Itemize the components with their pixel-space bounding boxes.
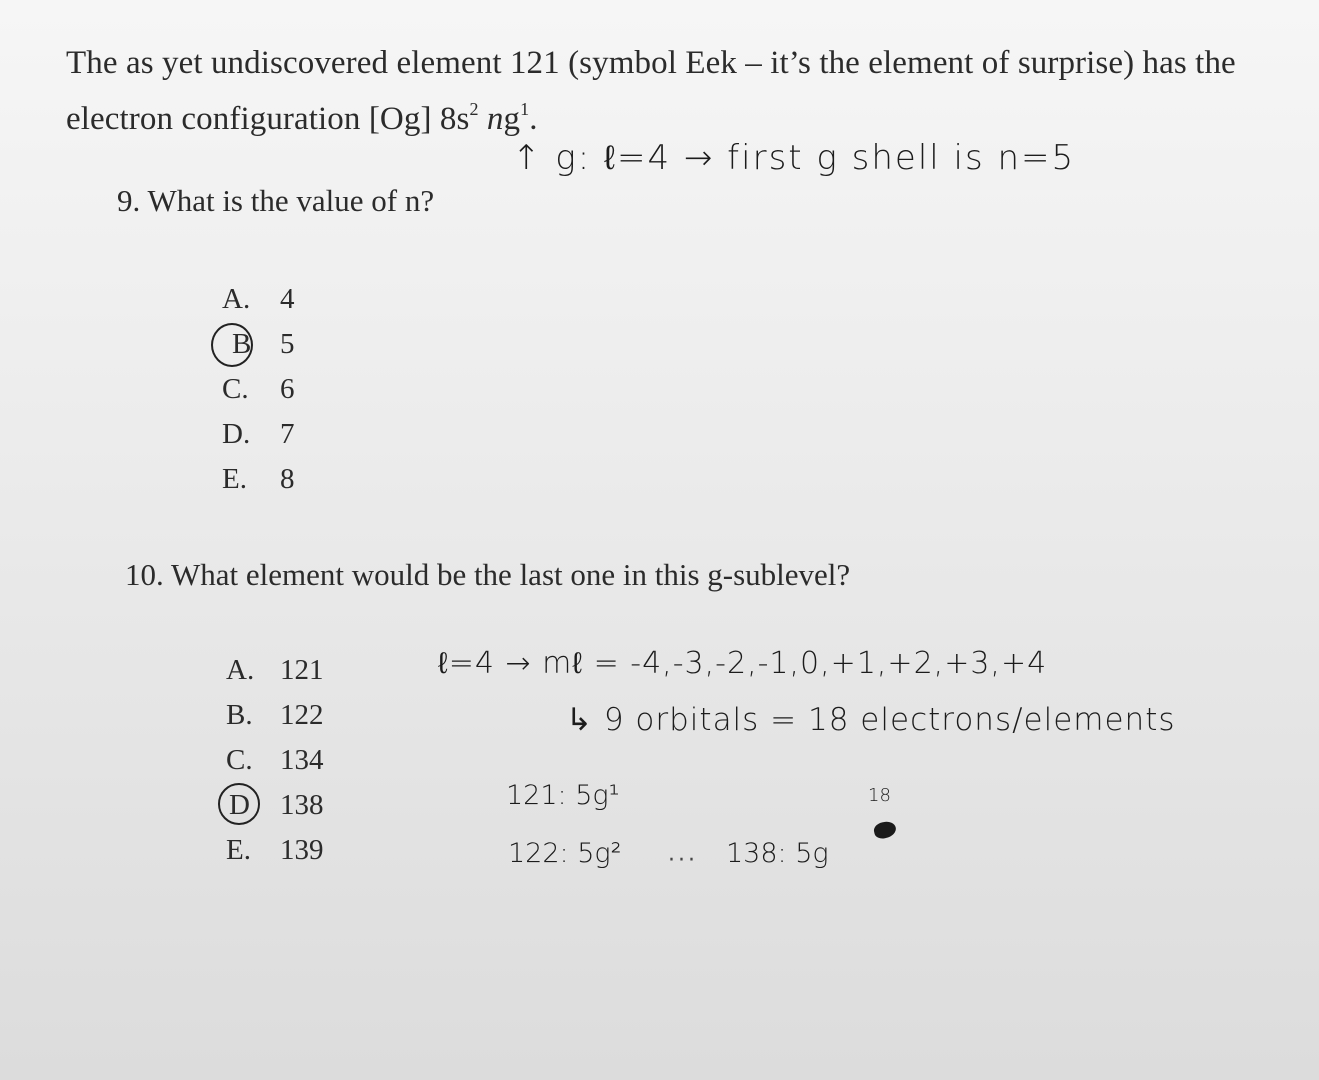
handwritten-ellipsis: ···	[668, 848, 698, 873]
intro-line-2	[66, 86, 1286, 142]
handwritten-note-ml-values: ℓ=4 → mℓ = -4,-3,-2,-1,0,+1,+2,+3,+4	[438, 646, 1048, 681]
choice-letter: D	[229, 789, 250, 821]
handwritten-note-122: 122: 5g²	[508, 838, 622, 869]
choice-value: 121	[280, 654, 324, 686]
answer-circle-9	[211, 323, 253, 367]
choice-10e	[226, 828, 324, 873]
choice-letter: B	[232, 328, 252, 360]
handwritten-note-138: 138: 5g	[726, 838, 829, 869]
choice-9d	[222, 412, 295, 457]
choice-value: 122	[280, 699, 324, 731]
choice-9e	[222, 457, 295, 502]
choice-letter: B.	[226, 699, 253, 731]
choice-9a	[222, 277, 295, 322]
handwritten-note-n-value: ↑ g: ℓ=4 → first g shell is n=5	[512, 138, 1076, 178]
intro-config-prefix: electron configuration [Og] 8s	[66, 101, 470, 137]
question-9-choices	[222, 277, 295, 502]
choice-letter: A.	[222, 283, 251, 315]
question-10-choices	[226, 648, 324, 873]
choice-9c	[222, 367, 295, 412]
intro-paragraph	[66, 40, 1286, 142]
choice-value: 5	[280, 328, 295, 360]
choice-value: 134	[280, 744, 324, 776]
intro-g: g	[503, 101, 521, 137]
choice-value: 4	[280, 283, 295, 315]
answer-circle-10	[218, 783, 260, 825]
choice-value: 139	[280, 834, 324, 866]
handwritten-note-121: 121: 5g¹	[506, 780, 620, 811]
choice-10a	[226, 648, 324, 693]
intro-period: .	[529, 101, 538, 137]
question-9-prompt: 9. What is the value of n?	[117, 183, 435, 218]
choice-letter: A.	[226, 654, 255, 686]
choice-letter: C.	[222, 373, 249, 405]
intro-sup-2: 2	[469, 99, 479, 119]
choice-value: 8	[280, 463, 295, 495]
choice-letter: E.	[222, 463, 247, 495]
choice-value: 6	[280, 373, 295, 405]
intro-line-1: The as yet undiscovered element 121 (symbol Eek – it’s the element of surprise) has the	[66, 45, 1236, 81]
handwritten-note-orbitals: ↳ 9 orbitals = 18 electrons/elements	[566, 702, 1176, 738]
intro-sup-1: 1	[520, 99, 530, 119]
choice-value: 7	[280, 418, 295, 450]
question-10-prompt: 10. What element would be the last one in this g-sublevel?	[125, 557, 851, 592]
intro-n: n	[486, 101, 504, 137]
choice-letter: D.	[222, 418, 251, 450]
choice-letter: C.	[226, 744, 253, 776]
choice-10b	[226, 693, 324, 738]
handwritten-note-18: 18	[868, 785, 891, 806]
scribbled-superscript-mark	[873, 820, 898, 840]
choice-10c	[226, 738, 324, 783]
choice-letter: E.	[226, 834, 251, 866]
choice-value: 138	[280, 789, 324, 821]
